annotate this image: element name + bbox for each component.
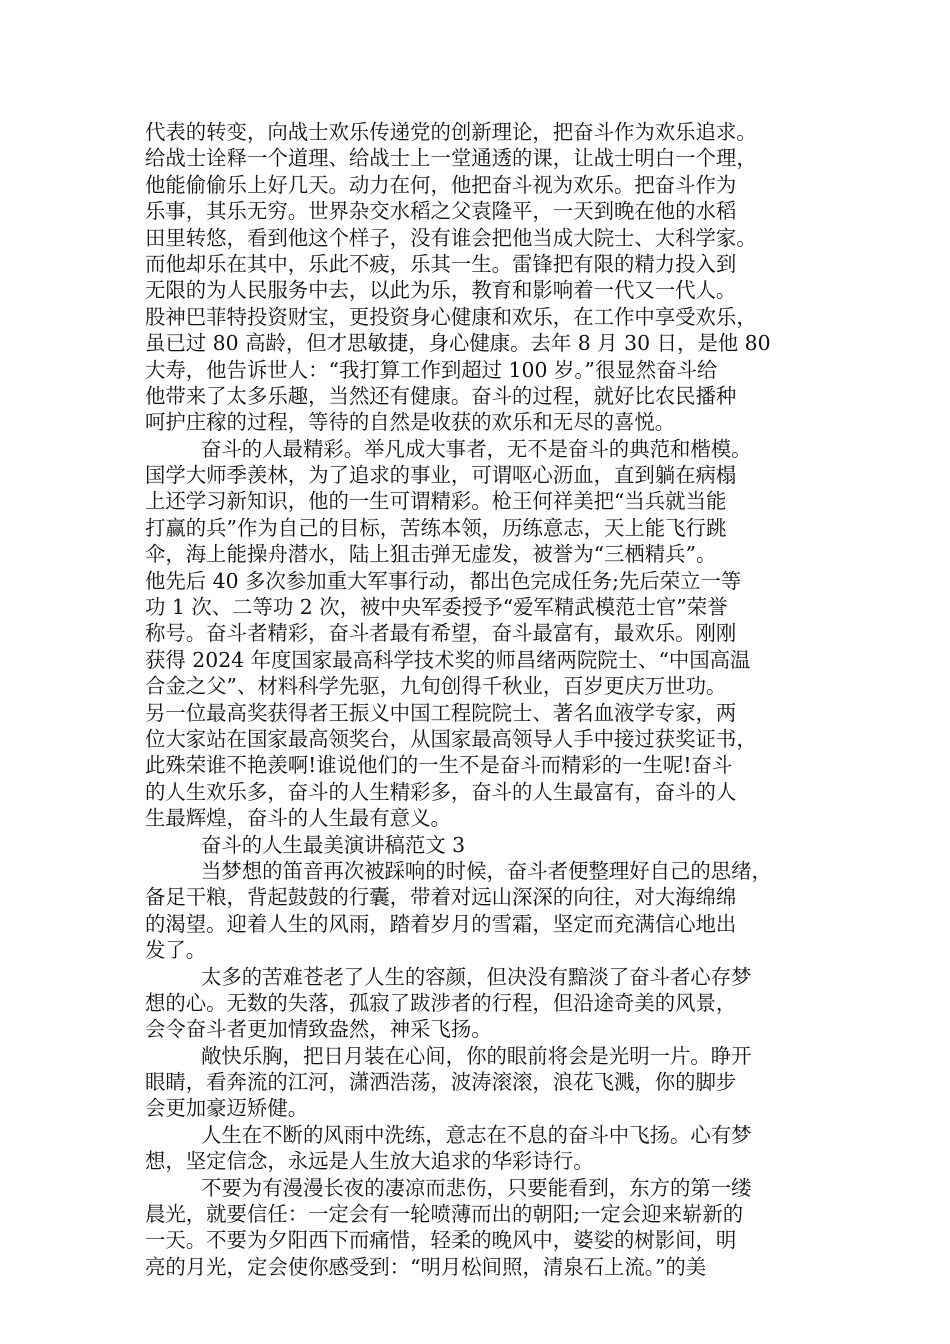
text-line: 田里转悠，看到他这个样子，没有谁会把他当成大院士、大科学家。 <box>145 225 757 250</box>
text-line: 晨光，就要信任：一定会有一轮喷薄而出的朝阳;一定会迎来崭新的 <box>145 1202 744 1227</box>
text-line: 他带来了太多乐趣，当然还有健康。奋斗的过程，就好比农民播种 <box>145 383 737 408</box>
text-line: 一天。不要为夕阳西下而痛惜，轻柔的晚风中，婆娑的树影间，明 <box>145 1228 737 1253</box>
text-line: 敞快乐胸，把日月装在心间，你的眼前将会是光明一片。睁开 <box>201 1043 752 1068</box>
text-line: 上还学习新知识，他的一生可谓精彩。枪王何祥美把“当兵就当能 <box>145 489 727 514</box>
text-line: 称号。奋斗者精彩，奋斗者最有希望，奋斗最富有，最欢乐。刚刚 <box>145 621 737 646</box>
text-line: 会令奋斗者更加情致盎然，神采飞扬。 <box>145 1017 492 1042</box>
section-heading <box>145 832 825 858</box>
paragraph-open-heart <box>145 1043 825 1122</box>
text-line: 想，坚定信念，永远是人生放大追求的华彩诗行。 <box>145 1149 594 1174</box>
text-line: 眼睛，看奔流的江河，潇洒浩荡，波涛滚滚，浪花飞溅，你的脚步 <box>145 1070 737 1095</box>
text-line: 大寿，他告诉世人：“我打算工作到超过 100 岁。”很显然奋斗给 <box>145 357 718 382</box>
text-line: 想的心。无数的失落，孤寂了跋涉者的行程，但沿途奇美的风景， <box>145 990 737 1015</box>
text-line: 当梦想的笛音再次被踩响的时候，奋斗者便整理好自己的思绪， <box>201 858 772 883</box>
paragraph-long-night <box>145 1175 825 1281</box>
text-line: 亮的月光，定会使你感受到：“明月松间照，清泉石上流。”的美 <box>145 1254 707 1279</box>
text-line: 获得 2024 年度国家最高科学技术奖的师昌绪两院院士、“中国高温 <box>145 647 751 672</box>
text-line: 太多的苦难苍老了人生的容颜，但决没有黯淡了奋斗者心存梦 <box>201 964 752 989</box>
text-line: 他先后 40 多次参加重大军事行动，都出色完成任务;先后荣立一等 <box>145 568 742 593</box>
text-line: 而他却乐在其中，乐此不疲，乐其一生。雷锋把有限的精力投入到 <box>145 251 737 276</box>
text-line: 此殊荣谁不艳羡啊!谁说他们的一生不是奋斗而精彩的一生呢!奋斗 <box>145 753 733 778</box>
text-line: 备足干粮，背起鼓鼓的行囊，带着对远山深深的向往，对大海绵绵 <box>145 885 737 910</box>
text-line: 呵护庄稼的过程，等待的自然是收获的欢乐和无尽的喜悦。 <box>145 410 676 435</box>
text-line: 的渴望。迎着人生的风雨，踏着岁月的雪霜，坚定而充满信心地出 <box>145 911 737 936</box>
text-line: 发了。 <box>145 938 207 963</box>
text-line: 股神巴菲特投资财宝，更投资身心健康和欢乐，在工作中享受欢乐， <box>145 304 757 329</box>
text-line: 人生在不断的风雨中洗练，意志在不息的奋斗中飞扬。心有梦 <box>201 1122 752 1147</box>
text-line: 合金之父”、材料科学先驱，九旬创得千秋业，百岁更庆万世功。 <box>145 674 727 699</box>
text-line: 打赢的兵”作为自己的目标，苦练本领，历练意志，天上能飞行跳 <box>145 515 727 540</box>
text-line: 他能偷偷乐上好几天。动力在何，他把奋斗视为欢乐。把奋斗作为 <box>145 172 737 197</box>
text-line: 生最辉煌，奋斗的人生最有意义。 <box>145 806 451 831</box>
text-line: 代表的转变，向战士欢乐传递党的创新理论，把奋斗作为欢乐追求。 <box>145 120 757 144</box>
text-line: 无限的为人民服务中去，以此为乐，教育和影响着一代又一代人。 <box>145 278 737 303</box>
text-line: 位大家站在国家最高领奖台，从国家最高领导人手中接过获奖证书， <box>145 726 757 751</box>
paragraph-hardship <box>145 964 825 1043</box>
text-line: 会更加豪迈矫健。 <box>145 1096 309 1121</box>
paragraph-joy-of-striving <box>145 119 825 436</box>
paragraph-dream-flute <box>145 858 825 964</box>
text-line: 功 1 次、二等功 2 次，被中央军委授予“爱军精武模范士官”荣誉 <box>145 595 728 620</box>
text-line: 乐事，其乐无穷。世界杂交水稻之父袁隆平，一天到晚在他的水稻 <box>145 199 737 224</box>
text-line: 另一位最高奖获得者王振义中国工程院院士、著名血液学专家，两 <box>145 700 737 725</box>
document-page <box>145 119 825 1280</box>
text-line: 给战士诠释一个道理、给战士上一堂通透的课，让战士明白一个理， <box>145 146 757 171</box>
text-line: 国学大师季羡林，为了追求的事业，可谓呕心沥血，直到躺在病榻 <box>145 463 737 488</box>
text-line: 伞，海上能操舟潜水，陆上狙击弹无虚发，被誉为“三栖精兵”。 <box>145 542 717 567</box>
section-title: 奋斗的人生最美演讲稿范文 3 <box>201 832 466 857</box>
paragraph-striving-is-wonderful <box>145 436 825 832</box>
text-line: 奋斗的人最精彩。举凡成大事者，无不是奋斗的典范和楷模。 <box>201 436 752 461</box>
paragraph-life-tempered <box>145 1122 825 1175</box>
text-line: 不要为有漫漫长夜的凄凉而悲伤，只要能看到，东方的第一缕 <box>201 1175 752 1200</box>
text-line: 虽已过 80 高龄，但才思敏捷，身心健康。去年 8 月 30 日，是他 80 <box>145 331 771 356</box>
text-line: 的人生欢乐多，奋斗的人生精彩多，奋斗的人生最富有，奋斗的人 <box>145 779 737 804</box>
